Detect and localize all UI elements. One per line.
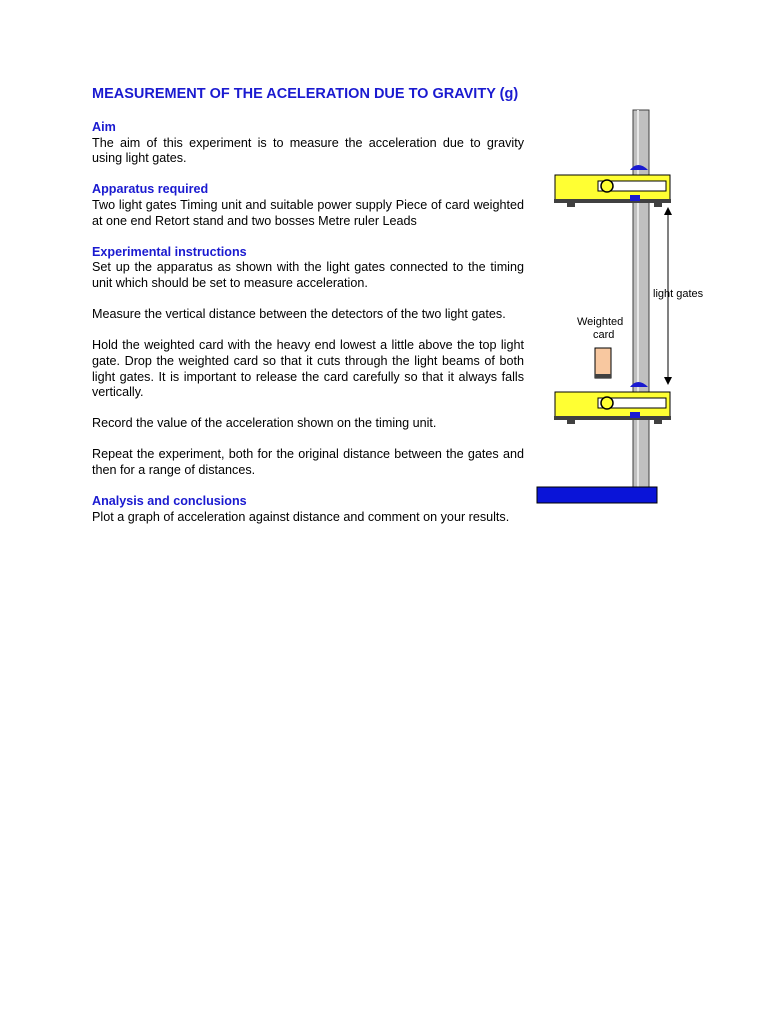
weighted-card [595,348,611,378]
apparatus-diagram [530,105,730,505]
instruction-step-1: Set up the apparatus as shown with the light gates connected to the timing unit which should be set to measure acceleration. [92,260,524,290]
instruction-step-4: Record the value of the acceleration shown on the timing unit. [92,416,437,431]
top-light-gate [554,165,671,207]
apparatus-heading: Apparatus required [92,182,209,197]
aim-text: The aim of this experiment is to measure the acceleration due to gravity using light gates. [92,135,524,166]
instruction-step-3: Hold the weighted card with the heavy end lowest a little above the top light gate. Drop the weighted card so that it cuts through the light beams of both light gates. It is important to release the card carefully so that it always falls vertically. [92,338,524,400]
weighted-card-label-line2: card [593,329,615,341]
aim-heading: Aim [92,120,116,134]
page-title: MEASUREMENT OF THE ACELERATION DUE TO GRAVITY (g) [92,86,519,102]
instruction-step-5: Repeat the experiment, both for the original distance between the gates and then for a range of distances. [92,447,524,478]
instructions-heading: Experimental instructions [92,244,247,259]
stand-base [537,487,657,503]
text-column [92,120,524,525]
light-gates-label: light gates [653,288,704,300]
analysis-heading: Analysis and conclusions [92,494,247,509]
weighted-card-label-line1: Weighted [577,316,624,328]
instruction-step-2: Measure the vertical distance between the detectors of the two light gates. [92,307,506,322]
bottom-light-gate [554,382,671,424]
apparatus-text: Two light gates Timing unit and suitable power supply Piece of card weighted at one end Retort stand and two bosses Metre ruler Leads [92,197,524,228]
analysis-text: Plot a graph of acceleration against distance and comment on your results. [92,509,510,524]
